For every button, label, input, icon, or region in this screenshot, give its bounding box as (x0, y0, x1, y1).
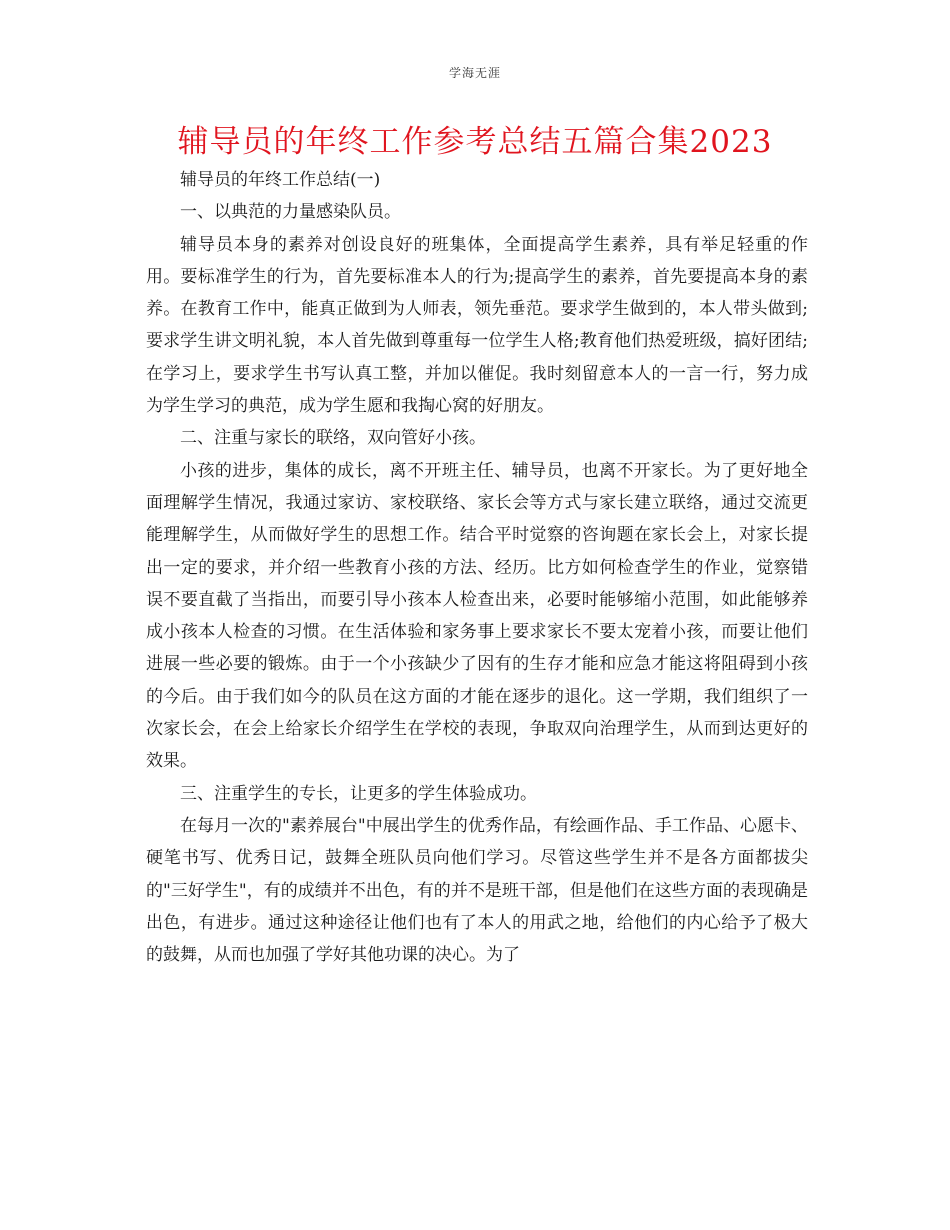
subsection-heading-2: 二、注重与家长的联络，双向管好小孩。 (180, 428, 486, 449)
document-body (146, 164, 808, 971)
page-header: 学海无涯 (448, 66, 501, 80)
subsection-heading-3: 三、注重学生的专长，让更多的学生体验成功。 (180, 783, 537, 804)
paragraph-3: 在每月一次的"素养展台"中展出学生的优秀作品，有绘画作品、手工作品、心愿卡、硬笔书写、优秀日记，鼓舞全班队员向他们学习。尽管这些学生并不是各方面都拔尖的"三好学生"，有的成绩并不出色，有的并不是班干部，但是他们在这些方面的表现确是出色，有进步。通过这种途径让他们也有了本人的用武之地，给他们的内心给予了极大的鼓舞，从而也加强了学好其他功课的决心。为了 (146, 815, 808, 966)
section-heading: 辅导员的年终工作总结(一) (180, 170, 381, 190)
paragraph-2: 小孩的进步，集体的成长，离不开班主任、辅导员，也离不开家长。为了更好地全面理解学生情况，我通过家访、家校联络、家长会等方式与家长建立联络，通过交流更能理解学生，从而做好学生的思想工作。结合平时觉察的咨询题在家长会上，对家长提出一定的要求，并介绍一些教育小孩的方法、经历。比方如何检查学生的作业，觉察错误不要直截了当指出，而要引导小孩本人检查出来，必要时能够缩小范围，如此能够养成小孩本人检查的习惯。在生活体验和家务事上要求家长不要太宠着小孩，而要让他们进展一些必要的锻炼。由于一个小孩缺少了因有的生存才能和应急才能这将阻碍到小孩的今后。由于我们如今的队员在这方面的才能在逐步的退化。这一学期，我们组织了一次家长会，在会上给家长介绍学生在学校的表现，争取双向治理学生，从而到达更好的效果。 (146, 460, 808, 772)
subsection-heading-1: 一、以典范的力量感染队员。 (180, 202, 401, 223)
document-title: 辅导员的年终工作参考总结五篇合集2023 (177, 124, 773, 160)
paragraph-1: 辅导员本身的素养对创设良好的班集体，全面提高学生素养，具有举足轻重的作用。要标准学生的行为，首先要标准本人的行为;提高学生的素养，首先要提高本身的素养。在教育工作中，能真正做到为人师表，领先垂范。要求学生做到的，本人带头做到;要求学生讲文明礼貌，本人首先做到尊重每一位学生人格;教育他们热爱班级，搞好团结;在学习上，要求学生书写认真工整，并加以催促。我时刻留意本人的一言一行，努力成为学生学习的典范，成为学生愿和我掏心窝的好朋友。 (146, 234, 808, 417)
